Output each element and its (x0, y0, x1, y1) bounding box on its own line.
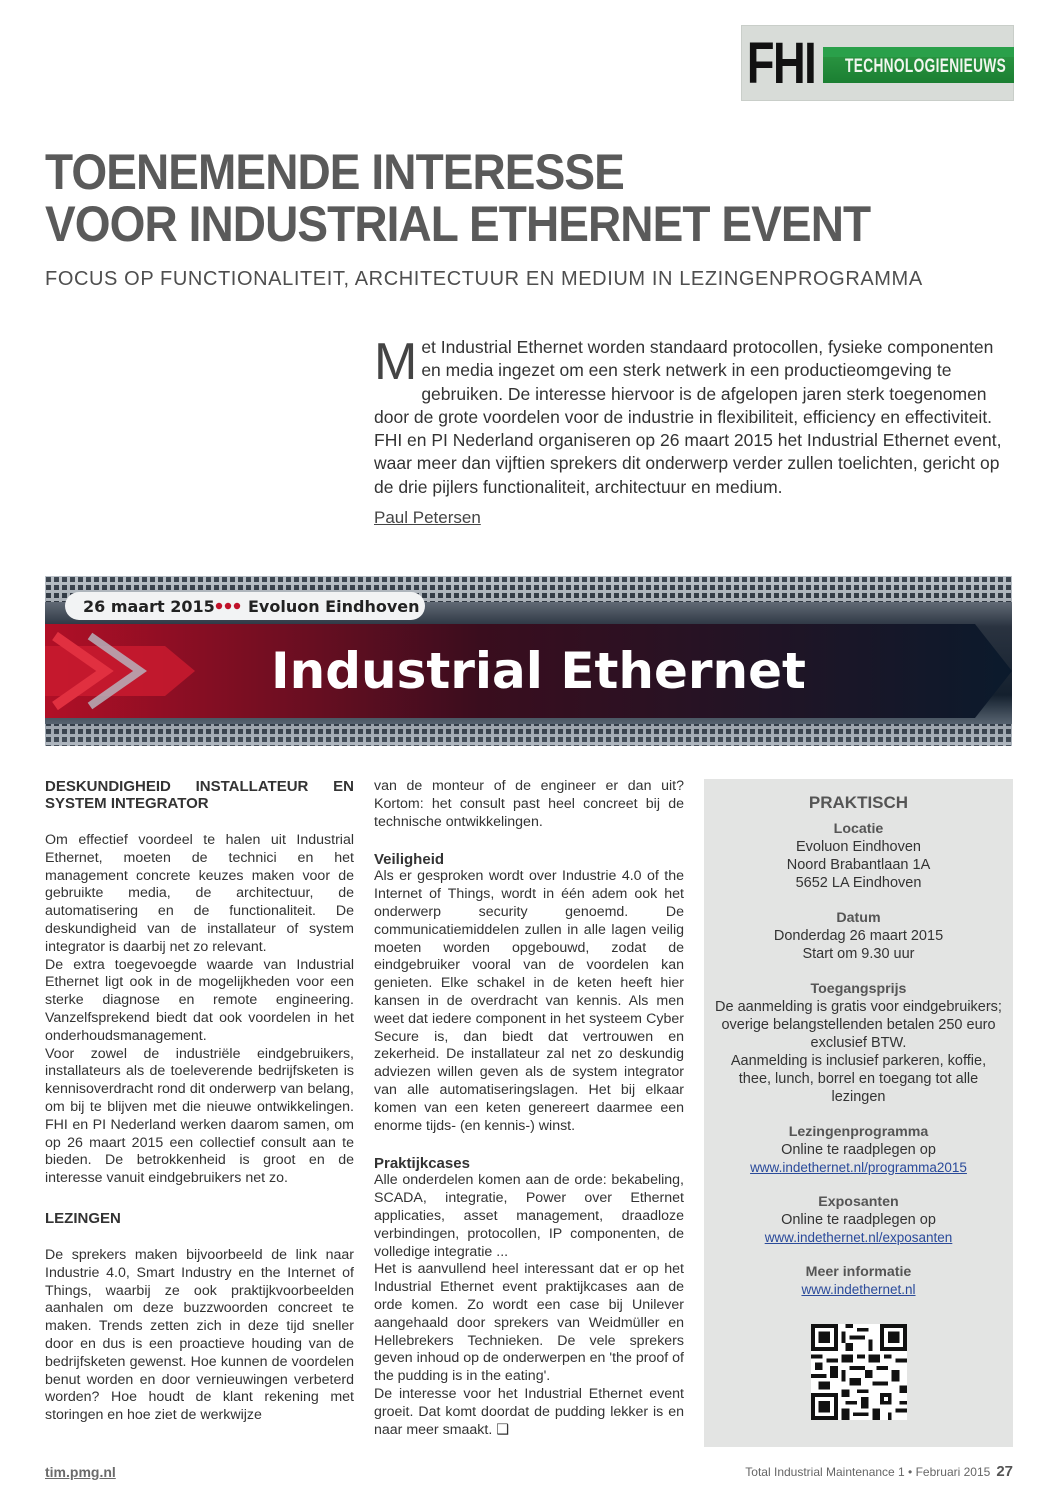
paragraph: Het is aanvullend heel interessant dat er op het Industrial Ethernet event praktijkcases aan de orde komen. Zo wordt een case bij Unilever aangehaald door sprekers van Weidmüller en Hellebrekers Technieken. De vele sprekers geven inhoud op de onderwerpen en 'the proof of the pudding is in the eating'. (374, 1261, 684, 1385)
banner-date: 26 maart 2015 (83, 597, 215, 616)
datum-line: Start om 9.30 uur (802, 946, 915, 962)
paragraph (374, 1386, 684, 1439)
meer-informatie-heading: Meer informatie (805, 1264, 912, 1280)
banner-grille-bottom (45, 724, 1012, 746)
exposanten-link[interactable]: www.indethernet.nl/exposanten (764, 1230, 953, 1245)
section-heading-praktijkcases: Praktijkcases (374, 1155, 470, 1173)
banner-dot (216, 603, 222, 609)
article-subtitle: FOCUS OP FUNCTIONALITEIT, ARCHITECTUUR EN MEDIUM IN LEZINGENPROGRAMMA (45, 268, 923, 290)
toegangsprijs-heading: Toegangsprijs (810, 981, 907, 997)
paragraph: Voor zowel de industriële eindgebruikers, installateurs als de toeleverende bedrijfsketen is kennisoverdracht rond dit onderwerp van belang, om bij te blijven met die nieuwe ontwikkelingen. FHI en PI Nederland werken daarom samen, om op 26 maart 2015 een collectief consult aan te bieden. De betrokkenheid is groot en de interesse vanuit eindgebruikers net zo. (45, 1045, 354, 1187)
toegangsprijs-text: Aanmelding is inclusief parkeren, koffie, thee, lunch, borrel en toegang tot alle lezingen (730, 1053, 987, 1105)
paragraph: De sprekers maken bijvoorbeeld de link naar Industrie 4.0, Smart Industry en the Internet of Things, waarbij ze ook praktijkvoorbeelden aanhalen om deze buzzwoorden concreet te maken. Trends zetten zich in deze tijd sneller door en dus is een proactieve houding van de bedrijfsketen gewenst. Hoe kunnen de voordelen benut worden en door vernieuwingen verbeterd worden? Hoe houdt de klant rekening met storingen en hoe ziet de werkwijze (45, 1246, 354, 1424)
banner-dot (234, 603, 240, 609)
locatie-line: 5652 LA Eindhoven (795, 875, 922, 891)
page-number: 27 (996, 1463, 1013, 1480)
info-link[interactable]: www.indethernet.nl (801, 1282, 916, 1297)
footer-magazine: Total Industrial Maintenance 1 • Februari 2015 (745, 1465, 991, 1479)
datum-line: Donderdag 26 maart 2015 (773, 928, 944, 944)
end-mark-icon: ❑ (496, 1421, 509, 1438)
event-banner (45, 576, 1012, 746)
section-heading-lezingen: LEZINGEN (45, 1209, 121, 1227)
toegangsprijs-text: De aanmelding is gratis voor eindgebruikers; overige belangstellenden betalen 250 euro exclusief BTW. (715, 999, 1002, 1051)
paragraph: van de monteur of de engineer er dan uit? Kortom: het consult past heel concreet bij de technische ontwikkelingen. (374, 778, 684, 830)
section-heading-deskundigheid: DESKUNDIGHEID INSTALLATEUR EN SYSTEM INTEGRATOR (45, 778, 354, 812)
footer-site-link[interactable]: tim.pmg.nl (45, 1464, 116, 1480)
fhi-logo (741, 25, 1014, 101)
paragraph: Alle onderdelen komen aan de orde: bekabeling, SCADA, integratie, Power over Ethernet applicaties, asset management, draadloze verbindingen, protocollen, IP componenten, de volledige integratie ... (374, 1172, 684, 1260)
banner-dot (225, 603, 231, 609)
paragraph-text: De interesse voor het Industrial Ethernet event groeit. Dat komt doordat de pudding lekker is en naar meer smaakt. (374, 1385, 684, 1438)
lezingenprogramma-text: Online te raadplegen op (781, 1142, 936, 1158)
locatie-line: Evoluon Eindhoven (796, 839, 921, 855)
article-column-1 (45, 778, 354, 1425)
article-title (45, 146, 928, 250)
banner-title: Industrial Ethernet (271, 642, 806, 700)
qr-code-icon[interactable] (811, 1324, 907, 1420)
title-line-2: VOOR INDUSTRIAL ETHERNET EVENT (45, 196, 871, 252)
datum-heading: Datum (836, 910, 881, 926)
paragraph: Als er gesproken wordt over Industrie 4.0 of the Internet of Things, wordt in één adem ook het onderwerp security genoemd. De communicatiemiddelen zullen in alle lagen veilig moeten worden opgebouwd, zodat de eindgebruiker vooral van de voordelen kan genieten. Elke schakel in de keten heeft hier kansen in de overdracht van kennis. Als men weet dat iedere component in het systeem Cyber Secure is, dan biedt dat vertrouwen en zekerheid. De installateur zal net zo deskundig adviezen willen geven als de system integrator van alle automatiseringslagen. Het bij elkaar komen van een keten genereert daarmee een enorme tijds- (en kennis-) winst. (374, 868, 684, 1134)
author-link[interactable]: Paul Petersen (374, 508, 481, 527)
title-line-1: TOENEMENDE INTERESSE (45, 144, 624, 200)
praktisch-sidebar (704, 779, 1013, 1447)
article-lead (374, 333, 1006, 499)
paragraph: Om effectief voordeel te halen uit Industrial Ethernet, moeten de technici en het management concrete keuzes maken voor de gebruikte media, de architectuur, de automatisering en de functionaliteit. De deskundigheid van de installateur of system integrator is daarbij net zo relevant. (45, 832, 354, 955)
sidebar-title: PRAKTISCH (808, 793, 909, 812)
lead-text: et Industrial Ethernet worden standaard protocollen, fysieke componenten en media ingezet om een sterk netwerk in een productieomgeving te gebruiken. De interesse hiervoor is de afgelopen jaren sterk toegenomen door de grote voordelen voor de industrie in flexibiliteit, efficiency en effectiviteit. FHI en PI Nederland organiseren op 26 maart 2015 het Industrial Ethernet event, waar meer dan vijftien sprekers dit onderwerp verder zullen toelichten, gericht op de drie pijlers functionaliteit, architectuur en medium. (374, 337, 1002, 497)
banner-graphic (45, 576, 1012, 746)
locatie-heading: Locatie (833, 821, 884, 837)
exposanten-text: Online te raadplegen op (781, 1212, 936, 1228)
locatie-line: Noord Brabantlaan 1A (786, 857, 931, 873)
exposanten-heading: Exposanten (818, 1194, 899, 1210)
lezingenprogramma-heading: Lezingenprogramma (788, 1124, 929, 1140)
banner-venue: Evoluon Eindhoven (248, 597, 420, 616)
section-heading-veiligheid: Veiligheid (374, 851, 445, 869)
paragraph: De extra toegevoegde waarde van Industrial Ethernet ligt ook in de mogelijkheden voor een sterke diagnose en remote engineering. Vanzelfsprekend biedt dat ook voordelen in het onderhoudsmanagement. (45, 956, 354, 1044)
footer-magazine-info (745, 1463, 1013, 1480)
logo-brand: FHI (746, 30, 816, 96)
programma-link[interactable]: www.indethernet.nl/programma2015 (750, 1160, 967, 1175)
lead-dropcap: M (374, 333, 418, 391)
logo-tagline: TECHNOLOGIENIEUWS (845, 56, 1007, 77)
article-column-2 (374, 778, 684, 1439)
